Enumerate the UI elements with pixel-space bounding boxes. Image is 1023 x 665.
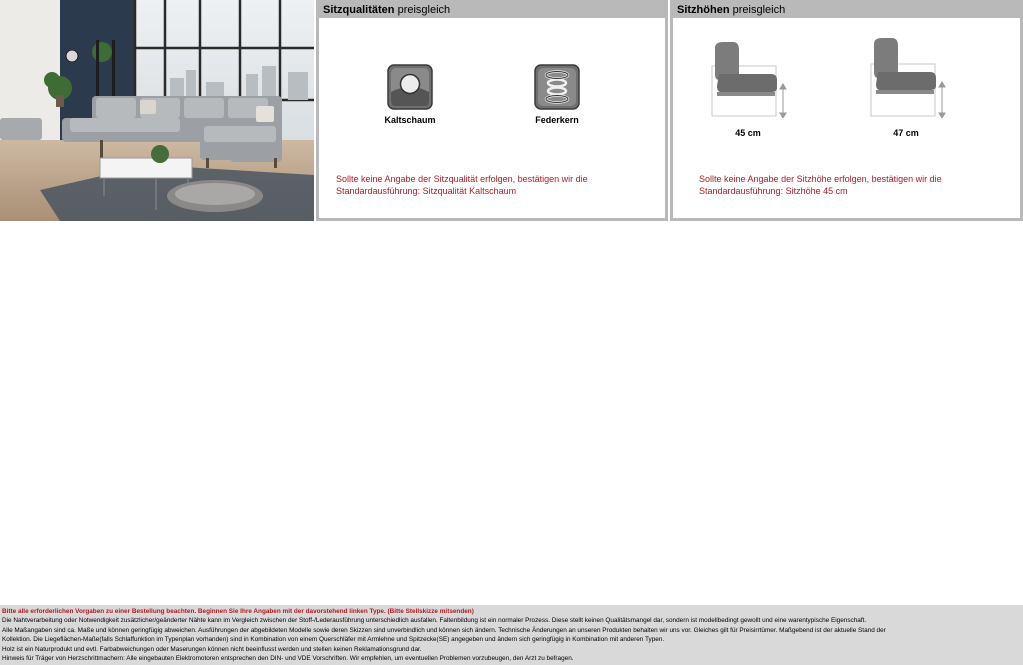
spring-icon (534, 64, 580, 110)
option-kaltschaum-label: Kaltschaum (384, 115, 436, 125)
seat-quality-title: Sitzqualitäten (323, 4, 395, 16)
seat-height-subtitle: preisgleich (732, 4, 786, 16)
seat-low-icon (709, 40, 789, 118)
footer-warning: Bitte alle erforderlichen Vorgaben zu einer Bestellung beachten. Beginnen Sie Ihre Angaben mit der davorstehend linken Type. (Bitte Stellskizze mitsenden) (2, 608, 474, 615)
sofa-room-photo (0, 0, 314, 221)
option-47cm-label: 47 cm (893, 128, 919, 138)
seat-quality-subtitle: preisgleich (397, 4, 451, 16)
option-federkern-label: Federkern (535, 115, 579, 125)
seat-height-notice-line2: Standardausführung: Sitzhöhe 45 cm (699, 186, 848, 196)
seat-height-title: Sitzhöhen (677, 4, 730, 16)
seat-quality-header (319, 3, 665, 18)
footer-disclaimer (0, 605, 1023, 665)
option-45cm-label: 45 cm (735, 128, 761, 138)
seat-height-notice (699, 173, 1019, 197)
footer-line-2: Alle Maßangaben sind ca. Maße und können geringfügig abweichen. Ausführungen der abgebildeten Modelle sowie deren Skizzen sind unverbindlich und können sich ändern. Technische Änderungen an unseren Produkten behalten wir uns vor. Gleiches gilt für Preisirrtümer. Maßgebend ist der aktuelle Stand der (2, 626, 886, 634)
seat-height-panel (670, 0, 1023, 221)
seat-height-header (673, 3, 1020, 18)
foam-icon (387, 64, 433, 110)
seat-quality-body (319, 18, 665, 218)
seat-high-icon (868, 36, 948, 118)
seat-height-body (673, 18, 1020, 218)
seat-quality-notice-line2: Standardausführung: Sitzqualität Kaltschaum (336, 186, 517, 196)
seat-quality-notice (336, 173, 666, 197)
footer-line-5: Hinweis für Träger von Herzschrittmachern: Alle eingebauten Elektromotoren entsprechen den DIN- und VDE Vorschriften. Wir empfehlen, um eventuellen Problemen vorzubeugen, den Arzt zu befragen. (2, 655, 574, 663)
sofa-room-illustration (0, 0, 314, 221)
seat-quality-notice-line1: Sollte keine Angabe der Sitzqualität erfolgen, bestätigen wir die (336, 174, 588, 184)
footer-line-3: Kollektion. Die Liegeflächen-Maße(falls Schlaffunktion im Typenplan vorhanden) sind in Kombination von einem Querschläfer mit Armlehne und Spitzecke(SE) angegeben und ändern sich geringfügig in Kombination mit anderen Typen. (2, 636, 665, 644)
footer-line-1: Die Nahtverarbeitung oder Notwendigkeit zusätzlicher/geänderter Nähte kann im Vergleich zwischen der Stoff-/Lederausführung unterschiedlich ausfallen. Faltenbildung ist ein normaler Prozess. Diese stellt keinen Qualitätsmangel dar, sondern ist modellbedingt gewollt und eine warentypische Eigenschaft. (2, 617, 867, 625)
seat-quality-panel (316, 0, 668, 221)
footer-line-4: Holz ist ein Naturprodukt und evtl. Farbabweichungen oder Maserungen können nicht beeinflusst werden und stellen keinen Reklamationsgrund dar. (2, 645, 422, 653)
seat-height-notice-line1: Sollte keine Angabe der Sitzhöhe erfolgen, bestätigen wir die (699, 174, 942, 184)
